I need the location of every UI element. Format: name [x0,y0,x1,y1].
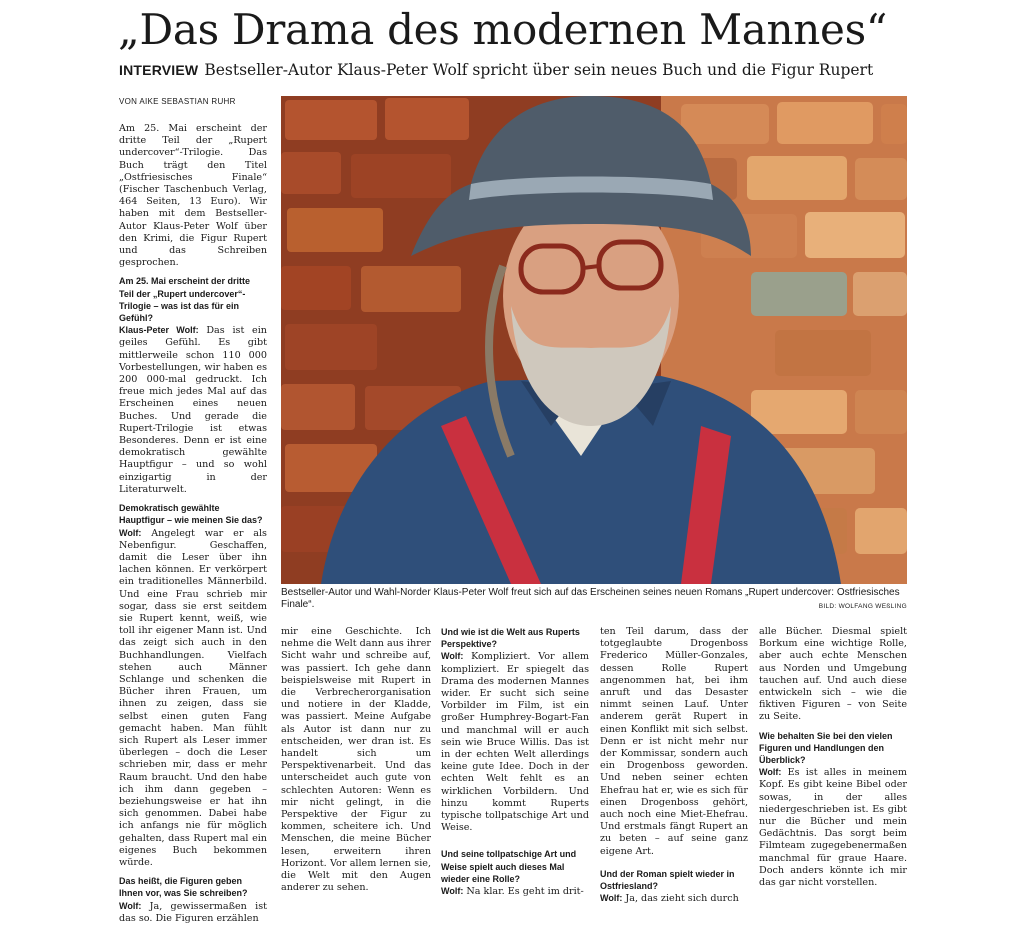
answer-text: Ja, gewissermaßen ist das so. Die Figuren erzählen [119,900,267,924]
speaker-label: Wolf: [441,651,464,662]
speaker-label: Wolf: [441,886,464,897]
answer-3-continued: mir eine Geschichte. Ich nehme die Welt dann aus ihrer Sicht wahr und schreibe auf, was passiert. Ich gehe dann beispielsweise mit Rupert in die Verbrecherorganisation und notiere in der Kladde, was passiert. Meine Aufgabe als Autor ist dann nur zu entscheiden, wer dran ist. Es handelt sich um Perspektivenarbeit. Und das unterscheidet auch gute von schlechten Autoren: Wenn es mir nicht gelingt, in die Perspektive der Figur zu kommen, scheitere ich. Und Menschen, die meine Bücher lesen, erweitern ihren Horizont. Vor allem lernen sie, die Welt mit den Augen anderer zu sehen. [281,626,431,894]
question-5: Und seine tollpatschige Art und Weise spielt auch dieses Mal wieder eine Rolle? [441,849,577,884]
speaker-label: Wolf: [119,527,142,538]
answer-5 [441,885,589,898]
question-2: Demokratisch gewählte Hauptfigur – wie meinen Sie das? [119,503,263,526]
answer-2 [119,527,267,870]
answer-7 [759,766,907,889]
subline-text: Bestseller-Autor Klaus-Peter Wolf spricht über sein neues Buch und die Figur Rupert [204,61,874,79]
answer-text: Das ist ein geiles Gefühl. Es gibt mittlerweile schon 110 000 Vorbestellungen, wir haben es 200 000-mal gedruckt. Ich freue mich jedes Mal auf das Erscheinen eines neuen Buches. Und gerade die Rupert-Trilogie ist etwas Besonderes. Denn er ist eine demokratisch gewählte Hauptfigur – und so wohl einzigartig in der Literaturwelt. [119,325,267,495]
kicker-label: INTERVIEW [119,62,199,78]
article-column-4 [600,626,748,905]
answer-text: Angelegt war er als Nebenfigur. Geschaffen, damit die Leser über ihn lachen können. Er verkörpert ein traditionelles Männerbild. Und eine Frau schrieb mir sogar, dass sie erst seitdem sie Rupert kennt, weiß, wie toll ihr eigener Mann ist. Und das zeigt sich auch in den Buchhandlungen. Vielfach stehen auch Männer Schlange und schenken die Bücher ihren Frauen, um ihnen zu zeigen, dass sie selbst einen guten Fang gemacht haben. Man fühlt sich Rupert als Leser immer überlegen – doch die Leser schrieben mir, dass er mehr Raum braucht. Und den habe ich ihm dann gegeben – beziehungsweise er hat ihn sich genommen. Dabei habe ich anfangs nie für möglich gehalten, dass Rupert mal ein eigenes Buch bekommen würde. [119,527,267,868]
subline [119,60,909,80]
intro-paragraph: Am 25. Mai erscheint der dritte Teil der „Rupert undercover“-Trilogie. Das Buch trägt den Titel „Ostfriesisches Finale“ (Fischer Taschenbuch Verlag, 464 Seiten, 13 Euro). Wir haben mit dem Bestseller-Autor Klaus-Peter Wolf über den Krimi, die Figur Rupert und das Schreiben gesprochen. [119,123,267,269]
article-column-3 [441,626,589,898]
speaker-label: Wolf: [600,893,623,904]
answer-text: Kompliziert. Vor allem kompliziert. Er spiegelt das Drama des modernen Mannes wider. Er sucht sich seine Vorbilder im Film, ist ein großer Humphrey-Bogart-Fan und manchmal will er auch sein wie Bruce Willis. Das ist in der echten Welt allerdings keine gute Idee. Doch in der echten Welt fehlt es an wirklichen Vorbildern. Und hinzu kommt Ruperts typische tollpatschige Art und Weise. [441,651,589,834]
question-1: Am 25. Mai erscheint der dritte Teil der „Rupert undercover“-Trilogie – was ist das für ein Gefühl? [119,276,251,324]
answer-text: Es ist alles in meinem Kopf. Es gibt keine Bibel oder sowas, in der alles niedergeschrieben ist. Es gibt nur die Bücher und mein Gedächtnis. Das sorgt beim Filmteam zugegebenermaßen manchmal für graue Haare. Doch anders könnte ich mir das gar nicht vorstellen. [759,767,907,889]
answer-text: Na klar. Es geht im drit- [466,886,584,898]
photo-caption: Bestseller-Autor und Wahl-Norder Klaus-Peter Wolf freut sich auf das Erscheinen seines neuen Romans „Rupert undercover: Ostfriesisches Finale“. [281,587,900,610]
author-photo [281,96,907,584]
speaker-label: Klaus-Peter Wolf: [119,325,199,336]
headline: „Das Drama des modernen Mannes“ [118,5,887,54]
answer-3 [119,900,267,925]
article-column-2 [281,626,431,894]
byline: VON AIKE SEBASTIAN RUHR [119,97,236,106]
answer-1 [119,324,267,496]
speaker-label: Wolf: [119,900,142,911]
question-6: Und der Roman spielt wieder in Ostfriesland? [600,868,735,892]
answer-5-continued: ten Teil darum, dass der totgeglaubte Drogenboss Frederico Müller-Gonzales, dessen Rolle Rupert angenommen hat, bei ihm anruft und das Desaster nimmt seinen Lauf. Unter anderem gerät Rupert in einen Konflikt mit sich selbst. Denn er ist nicht mehr nur der Kommissar, sondern auch ein Drogenboss geworden. Und neben seiner echten Ehefrau hat er, wie es sich für einen Drogenboss gehört, auch noch eine Miet-Ehefrau. Und erstmals fängt Rupert an zu beten – auf seine ganz eigene Art. [600,626,748,857]
question-4: Und wie ist die Welt aus Ruperts Perspektive? [441,627,580,650]
question-3: Das heißt, die Figuren geben Ihnen vor, was Sie schreiben? [119,876,248,899]
answer-6-continued: alle Bücher. Diesmal spielt Borkum eine wichtige Rolle, aber auch echte Menschen aus Norden und Umgebung tauchen auf. Und auch diese entwickeln sich – wie die fiktiven Figuren – von Seite zu Seite. [759,626,907,723]
speaker-label: Wolf: [759,767,782,778]
question-7: Wie behalten Sie bei den vielen Figuren und Handlungen den Überblick? [759,730,893,766]
article-column-1 [119,123,267,924]
answer-6 [600,892,748,905]
article-column-5 [759,626,907,891]
photo-credit: BILD: WOLFANG WEßLING [818,603,907,610]
answer-text: Ja, das zieht sich durch [625,893,739,905]
answer-4 [441,650,589,834]
author-portrait-image [281,96,907,584]
